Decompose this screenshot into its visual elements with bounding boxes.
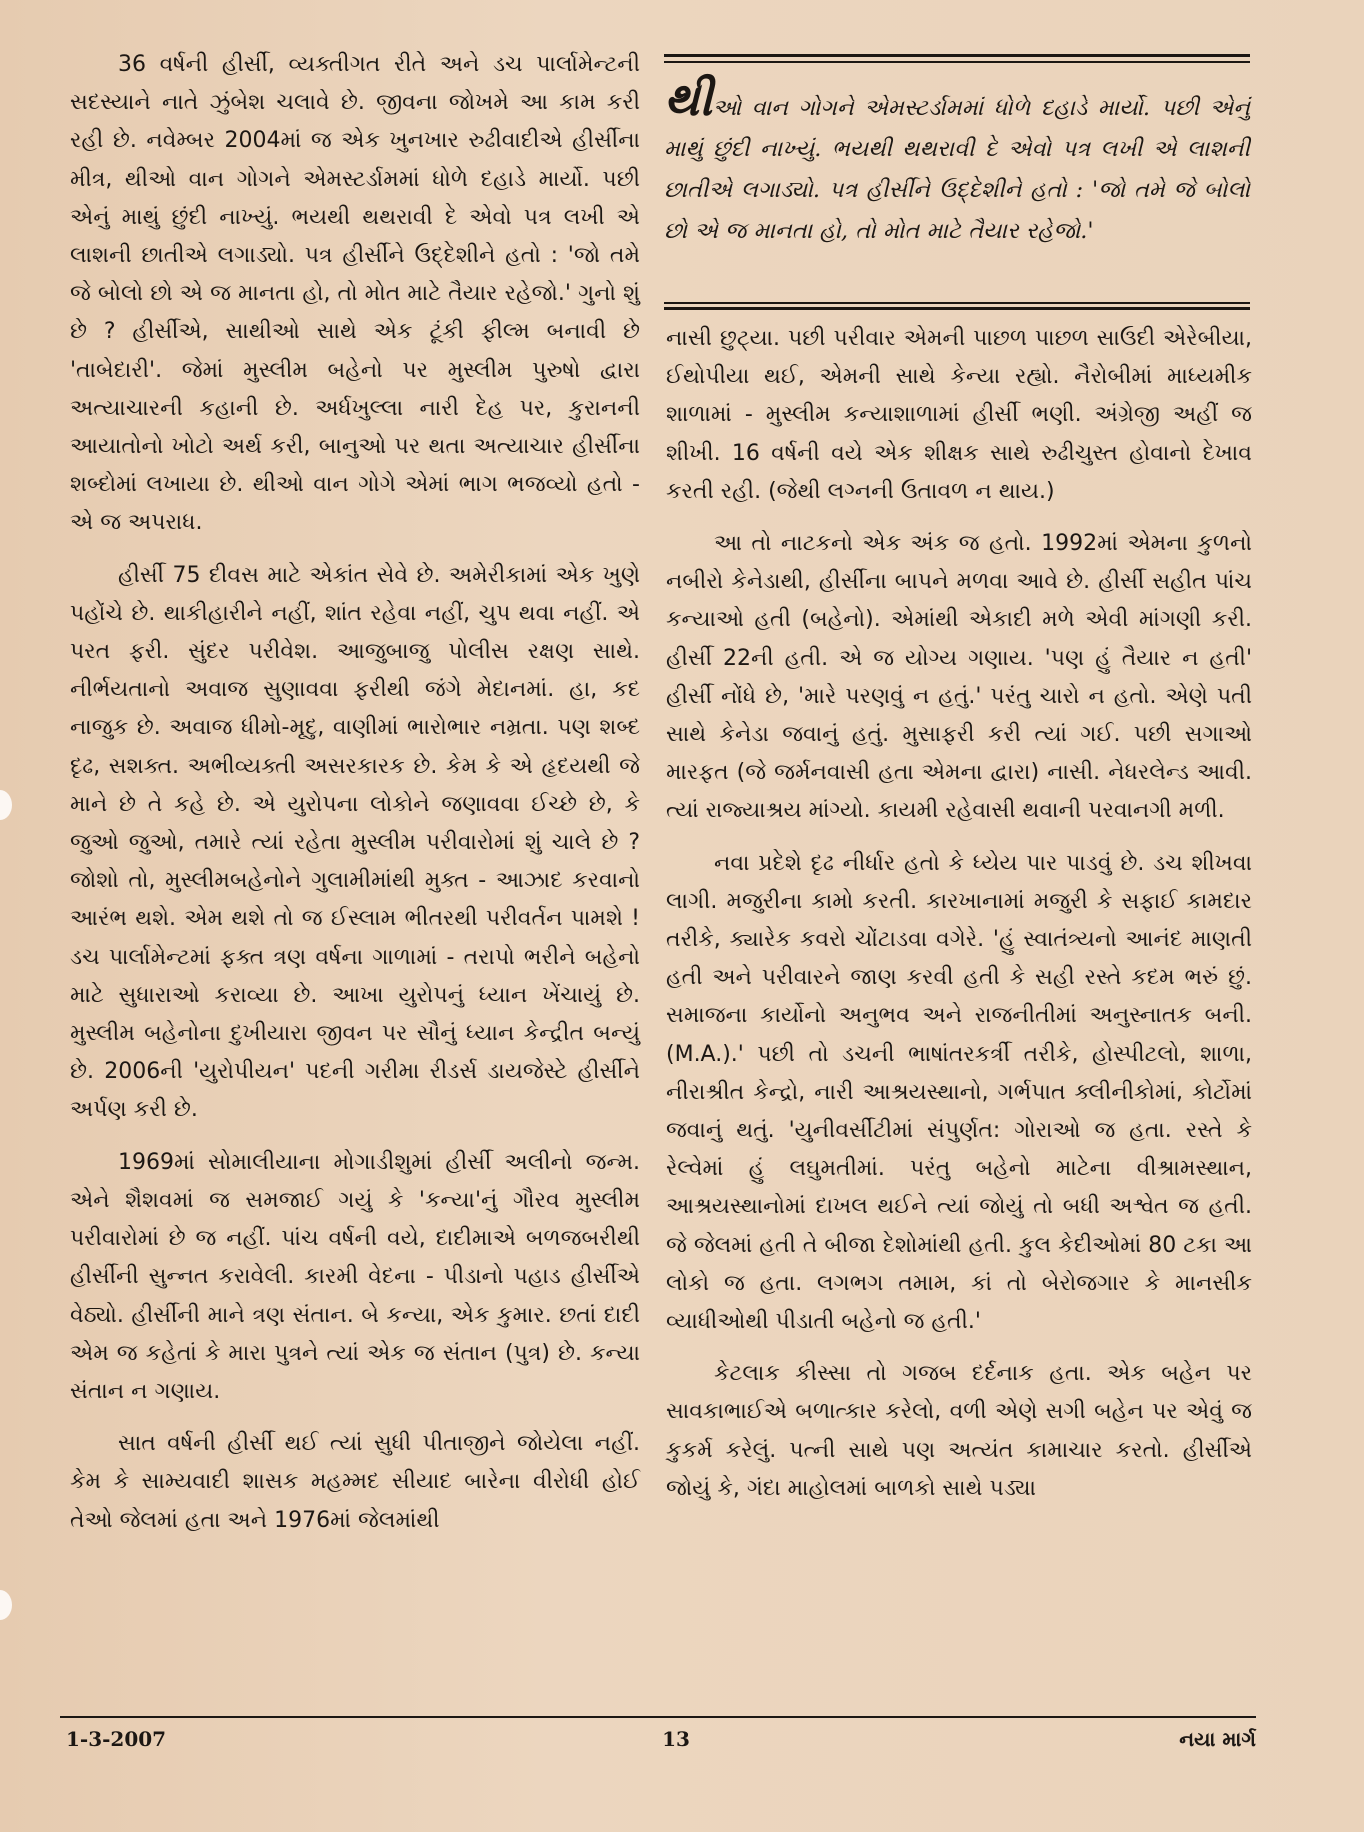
article-paragraph: સાત વર્ષની હીર્સી થઈ ત્યાં સુધી પીતાજીને જોયેલા નહીં. કેમ કે સામ્યવાદી શાસક મહમ્મદ સીયાદ બારેના વીરોધી હોઈ તેઓ જેલમાં હતા અને 1976માં જેલમાંથી	[70, 1431, 640, 1533]
pull-quote-dropcap: થી	[664, 72, 713, 126]
left-column	[70, 46, 640, 1554]
footer-rule	[60, 1716, 1256, 1718]
article-paragraph: કેટલાક કીસ્સા તો ગજબ દર્દનાક હતા. એક બહેન પર સાવકાભાઈએ બળાત્કાર કરેલો, વળી એણે સગી બહેન પર એવું જ કુકર્મ કરેલું. પત્ની સાથે પણ અત્યંત કામાચાર કરતો. હીર્સીએ જોયું કે, ગંદા માહોલમાં બાળકો સાથે પડ્યા	[666, 1361, 1252, 1501]
footer-date: 1-3-2007	[66, 1727, 167, 1751]
pull-quote-rule	[664, 61, 1250, 63]
pull-quote-rule	[664, 302, 1250, 304]
pull-quote-rule	[664, 54, 1250, 57]
article-paragraph: નાસી છુટ્યા. પછી પરીવાર એમની પાછળ પાછળ સાઉદી એરેબીયા, ઈથોપીયા થઈ, એમની સાથે કેન્યા રહ્યો. નૈરોબીમાં માધ્યમીક શાળામાં - મુસ્લીમ કન્યાશાળામાં હીર્સી ભણી. અંગ્રેજી અહીં જ શીખી. 16 વર્ષની વયે એક શીક્ષક સાથે રુઢીચુસ્ત હોવાનો દેખાવ કરતી રહી. (જેથી લગ્નની ઉતાવળ ન થાય.)	[666, 326, 1252, 504]
right-column	[666, 320, 1252, 1522]
punch-hole	[0, 790, 12, 820]
article-paragraph: નવા પ્રદેશે દૃઢ નીર્ધાર હતો કે ધ્યેય પાર પાડવું છે. ડચ શીખવા લાગી. મજુરીના કામો કરતી. કારખાનામાં મજુરી કે સફાઈ કામદાર તરીકે, ક્યારેક કવરો ચોંટાડવા વગેરે. 'હું સ્વાતંત્ર્યનો આનંદ માણતી હતી અને પરીવારને જાણ કરવી હતી કે સહી રસ્તે કદમ ભરું છું. સમાજના કાર્યોનો અનુભવ અને રાજનીતીમાં અનુસ્નાતક બની. (M.A.).' પછી તો ડચની ભાષાંતરકર્ત્રી તરીકે, હોસ્પીટલો, શાળા, નીરાશ્રીત કેન્દ્રો, નારી આશ્રયસ્થાનો, ગર્ભપાત ક્લીનીકોમાં, કોર્ટોમાં જવાનું થતું. 'યુનીવર્સીટીમાં સંપુર્ણત: ગોરાઓ જ હતા. રસ્તે કે રેલ્વેમાં હું લઘુમતીમાં. પરંતુ બહેનો માટેના વીશ્રામસ્થાન, આશ્રયસ્થાનોમાં દાખલ થઈને ત્યાં જોયું તો બધી અશ્વેત જ હતી. જે જેલમાં હતી તે બીજા દેશોમાંથી હતી. કુલ કેદીઓમાં 80 ટકા આ લોકો જ હતા. લગભગ તમામ, કાં તો બેરોજગાર કે માનસીક વ્યાધીઓથી પીડાતી બહેનો જ હતી.'	[666, 850, 1252, 1335]
page-number: 13	[662, 1727, 690, 1751]
pull-quote	[664, 54, 1250, 312]
pull-quote-body: ઓ વાન ગોગને એમસ્ટર્ડામમાં ધોળે દહાડે માર્યો. પછી એનું માથું છુંદી નાખ્યું. ભયથી થથરાવી દે એવો પત્ર લખી એ લાશની છાતીએ લગાડ્યો. પત્ર હીર્સીને ઉદ્દેશીને હતો : 'જો તમે જે બોલો છો એ જ માનતા હો, તો મોત માટે તૈયાર રહેજો.'	[664, 95, 1250, 244]
article-paragraph: હીર્સી 75 દીવસ માટે એકાંત સેવે છે. અમેરીકામાં એક ખુણે પહોંચે છે. થાકીહારીને નહીં, શાંત રહેવા નહીં, ચુપ થવા નહીં. એ પરત ફરી. સુંદર પરીવેશ. આજુબાજુ પોલીસ રક્ષણ સાથે. નીર્ભયતાનો અવાજ સુણાવવા ફરીથી જંગે મેદાનમાં. હા, કદ નાજુક છે. અવાજ ધીમો-મૃદુ, વાણીમાં ભારોભાર નમ્રતા. પણ શબ્દ દૃઢ, સશક્ત. અભીવ્યક્તી અસરકારક છે. કેમ કે એ હૃદયથી જે માને છે તે કહે છે. એ યુરોપના લોકોને જણાવવા ઈચ્છે છે, કે જુઓ જુઓ, તમારે ત્યાં રહેતા મુસ્લીમ પરીવારોમાં શું ચાલે છે ? જોશો તો, મુસ્લીમબહેનોને ગુલામીમાંથી મુક્ત - આઝાદ કરવાનો આરંભ થશે. એમ થશે તો જ ઈસ્લામ ભીતરથી પરીવર્તન પામશે ! ડચ પાર્લામેન્ટમાં ફક્ત ત્રણ વર્ષના ગાળામાં - તરાપો ભરીને બહેનો માટે સુધારાઓ કરાવ્યા છે. આખા યુરોપનું ધ્યાન ખેંચાયું છે. મુસ્લીમ બહેનોના દુખીયારા જીવન પર સૌનું ધ્યાન કેન્દ્રીત બન્યું છે. 2006ની 'યુરોપીયન' પદની ગરીમા રીડર્સ ડાયજેસ્ટે હીર્સીને અર્પણ કરી છે.	[70, 562, 640, 1123]
punch-hole	[0, 1590, 12, 1620]
pull-quote-rule	[664, 307, 1250, 310]
article-paragraph: 1969માં સોમાલીયાના મોગાડીશુમાં હીર્સી અલીનો જન્મ. એને શૈશવમાં જ સમજાઈ ગયું કે 'કન્યા'નું ગૌરવ મુસ્લીમ પરીવારોમાં છે જ નહીં. પાંચ વર્ષની વયે, દાદીમાએ બળજબરીથી હીર્સીની સુન્નત કરાવેલી. કારમી વેદના - પીડાનો પહાડ હીર્સીએ વેઠ્યો. હીર્સીની માને ત્રણ સંતાન. બે કન્યા, એક કુમાર. છતાં દાદી એમ જ કહેતાં કે મારા પુત્રને ત્યાં એક જ સંતાન (પુત્ર) છે. કન્યા સંતાન ન ગણાય.	[70, 1149, 640, 1404]
pull-quote-text	[664, 72, 1250, 252]
magazine-name: નયા માર્ગ	[1179, 1727, 1256, 1751]
article-paragraph: આ તો નાટકનો એક અંક જ હતો. 1992માં એમના કુળનો નબીરો કેનેડાથી, હીર્સીના બાપને મળવા આવે છે. હીર્સી સહીત પાંચ કન્યાઓ હતી (બહેનો). એમાંથી એકાદી મળે એવી માંગણી કરી. હીર્સી 22ની હતી. એ જ યોગ્ય ગણાય. 'પણ હું તૈયાર ન હતી' હીર્સી નોંધે છે, 'મારે પરણવું ન હતું.' પરંતુ ચારો ન હતો. એણે પતી સાથે કેનેડા જવાનું હતું. મુસાફરી કરી ત્યાં ગઈ. પછી સગાઓ મારફત (જે જર્મનવાસી હતા એમના દ્વારા) નાસી. નેધરલેન્ડ આવી. ત્યાં રાજ્યાશ્રય માંગ્યો. કાયમી રહેવાસી થવાની પરવાનગી મળી.	[666, 531, 1252, 824]
article-paragraph: 36 વર્ષની હીર્સી, વ્યક્તીગત રીતે અને ડચ પાર્લામેન્ટની સદસ્યાને નાતે ઝુંબેશ ચલાવે છે. જીવના જોખમે આ કામ કરી રહી છે. નવેમ્બર 2004માં જ એક ખુનખાર રુઢીવાદીએ હીર્સીના મીત્ર, થીઓ વાન ગોગને એમસ્ટર્ડામમાં ધોળે દહાડે માર્યો. પછી એનું માથું છુંદી નાખ્યું. ભયથી થથરાવી દે એવો પત્ર લખી એ લાશની છાતીએ લગાડ્યો. પત્ર હીર્સીને ઉદ્દેશીને હતો : 'જો તમે જે બોલો છો એ જ માનતા હો, તો મોત માટે તૈયાર રહેજો.' ગુનો શું છે ? હીર્સીએ, સાથીઓ સાથે એક ટૂંકી ફીલ્મ બનાવી છે 'તાબેદારી'. જેમાં મુસ્લીમ બહેનો પર મુસ્લીમ પુરુષો દ્વારા અત્યાચારની કહાની છે. અર્ધખુલ્લા નારી દેહ પર, કુરાનની આયાતોનો ખોટો અર્થ કરી, બાનુઓ પર થતા અત્યાચાર હીર્સીના શબ્દોમાં લખાયા છે. થીઓ વાન ગોગે એમાં ભાગ ભજવ્યો હતો - એ જ અપરાધ.	[70, 52, 640, 536]
